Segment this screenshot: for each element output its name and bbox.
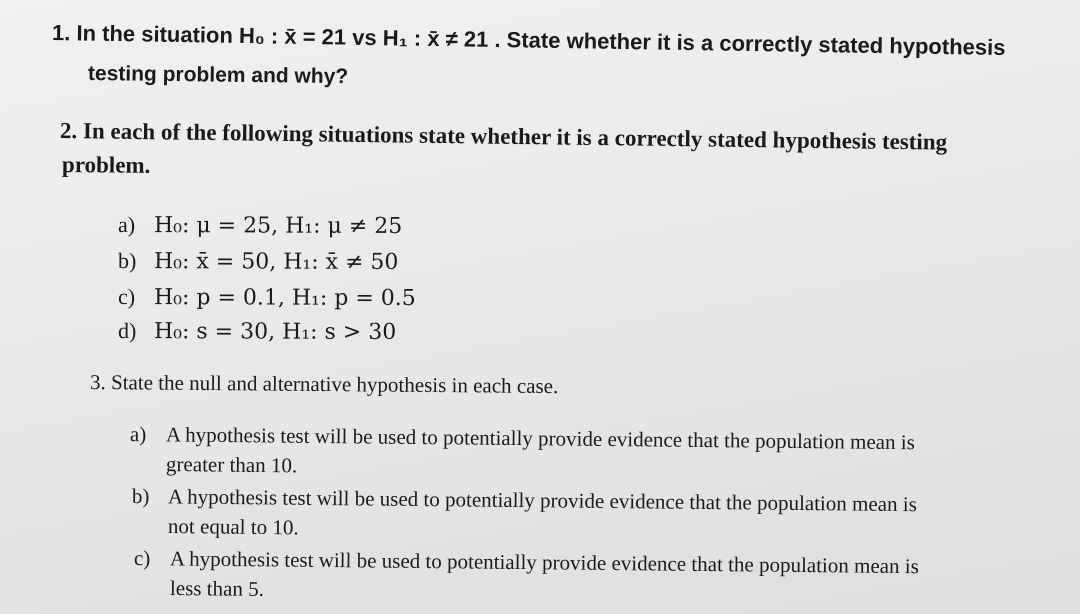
question-2-option-a — [118, 212, 402, 239]
question-3-item-c — [134, 546, 919, 579]
question-3-item-c-continuation: less than 5. — [169, 576, 265, 601]
question-2-option-d — [118, 318, 396, 345]
item-text: A hypothesis test will be used to potentially provide evidence that the population mean is — [167, 484, 917, 517]
item-label: c) — [133, 546, 151, 571]
option-text: H₀: x̄ = 50, H₁: x̄ ≠ 50 — [153, 249, 399, 275]
question-2-line-2: problem. — [61, 152, 151, 178]
item-label: b) — [131, 484, 150, 509]
item-text: A hypothesis test will be used to potentially provide evidence that the population mean is — [165, 422, 915, 455]
option-label: b) — [117, 248, 137, 274]
question-3-title: 3. State the null and alternative hypothesis in each case. — [89, 370, 559, 399]
option-text: H₀: s = 30, H₁: s > 30 — [153, 319, 397, 345]
question-1-line-1: 1. In the situation H₀ : x̄ = 21 vs H₁ : x̄ ≠ 21 . State whether it is a correctly stated hypothesis — [51, 20, 1006, 60]
item-label: a) — [129, 422, 147, 447]
question-3-item-b — [132, 484, 917, 517]
item-text: A hypothesis test will be used to potentially provide evidence that the population mean is — [169, 546, 919, 579]
option-text: H₀: p = 0.1, H₁: p = 0.5 — [153, 285, 416, 312]
option-label: d) — [117, 318, 137, 344]
option-text: H₀: μ = 25, H₁: μ ≠ 25 — [153, 213, 403, 239]
question-3-item-a — [130, 422, 915, 455]
question-3-item-b-continuation: not equal to 10. — [167, 514, 299, 540]
question-2-line-1: 2. In each of the following situations state whether it is a correctly stated hypothesis testing — [59, 118, 948, 155]
question-1-line-2: testing problem and why? — [87, 62, 349, 89]
option-label: c) — [117, 284, 136, 310]
question-2-option-b — [118, 248, 399, 275]
question-3-item-a-continuation: greater than 10. — [165, 452, 298, 478]
question-2-option-c — [118, 284, 416, 311]
option-label: a) — [117, 212, 136, 238]
